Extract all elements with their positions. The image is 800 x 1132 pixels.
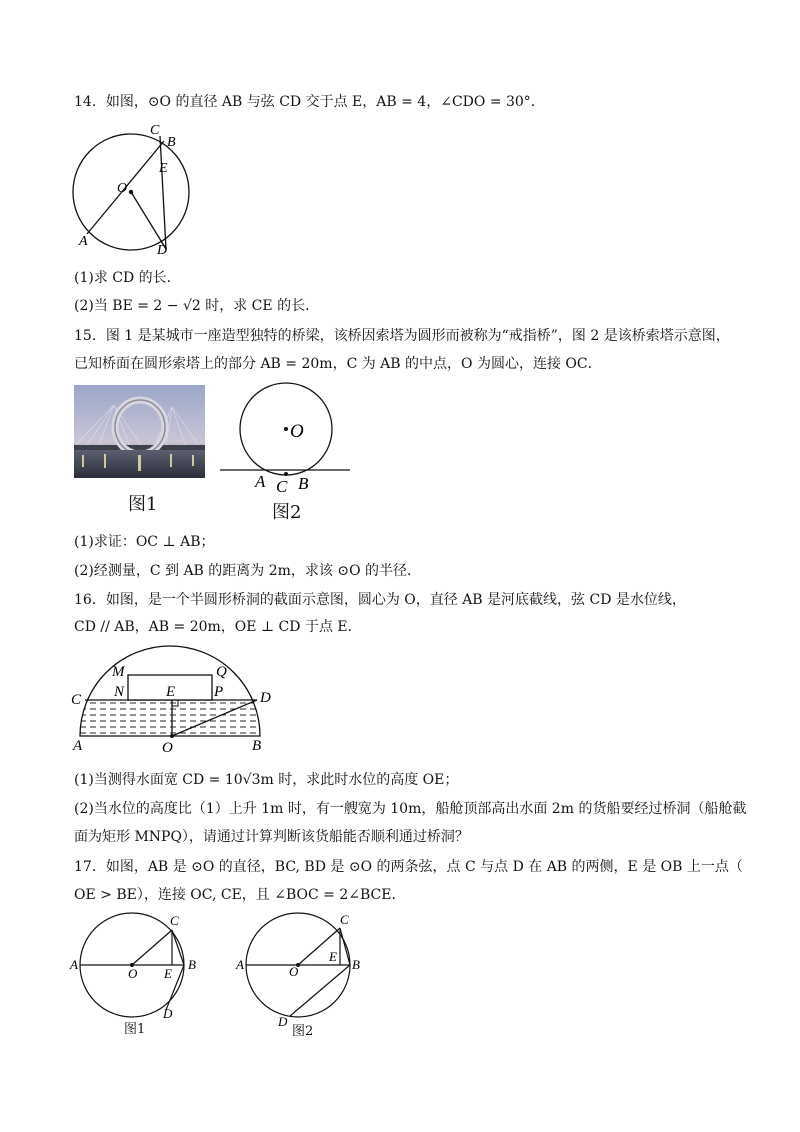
q15-fig2-caption: 图2 — [272, 502, 302, 523]
q17-fig1 — [68, 910, 208, 1020]
q17-fig1-label-D: D — [163, 1006, 173, 1021]
q15-circle-figure — [210, 380, 360, 500]
q16-label-C: C — [71, 692, 82, 708]
q14-label-A: A — [79, 234, 88, 249]
q15-label-C: C — [276, 477, 288, 496]
q17-fig2-label-O: O — [289, 964, 299, 979]
q14-label-C: C — [150, 123, 160, 138]
q14-stem: 14．如图，⊙O 的直径 AB 与弦 CD 交于点 E，AB = 4，∠CDO = 30°． — [74, 94, 545, 110]
q16-label-M: M — [112, 664, 125, 680]
q17-fig2-label-A: A — [236, 957, 244, 972]
q16-bridge-figure — [70, 640, 280, 760]
q17-fig2-label-D: D — [278, 1014, 288, 1029]
q15-part2: (2)经测量，C 到 AB 的距离为 2m，求该 ⊙O 的半径． — [74, 563, 422, 579]
q15-part1: (1)求证：OC ⊥ AB； — [74, 534, 215, 550]
q14-label-E: E — [159, 161, 168, 176]
q16-label-E: E — [166, 684, 176, 700]
q16-part2-line2: 面为矩形 MNPQ），请通过计算判断该货船能否顺利通过桥洞？ — [74, 829, 469, 845]
q17-fig1-label-C: C — [170, 913, 179, 928]
q16-label-N: N — [114, 684, 125, 700]
q14-part2: (2)当 BE = 2 − √2 时，求 CE 的长． — [74, 298, 320, 314]
q16-label-P: P — [214, 684, 224, 700]
q16-stem-line2: CD // AB，AB = 20m，OE ⊥ CD 于点 E． — [74, 619, 362, 635]
q16-part1: (1)当测得水面宽 CD = 10√3m 时，求此时水位的高度 OE； — [74, 772, 459, 788]
q14-label-O: O — [117, 181, 128, 196]
q15-label-O: O — [290, 421, 304, 442]
q16-label-B: B — [252, 738, 262, 754]
q14-label-B: B — [167, 135, 176, 150]
q17-fig2-label-B: B — [352, 957, 360, 972]
q16-label-A: A — [73, 738, 83, 754]
q17-fig2-label-C: C — [340, 912, 349, 927]
q15-stem-line2: 已知桥面在圆形索塔上的部分 AB = 20m，C 为 AB 的中点，O 为圆心，连接 OC． — [74, 356, 602, 372]
q17-fig1-label-A: A — [70, 957, 78, 972]
q14-label-D: D — [157, 243, 168, 258]
q17-fig1-caption: 图1 — [124, 1022, 146, 1037]
q14-circle-figure — [60, 120, 220, 260]
q17-fig1-label-O: O — [128, 966, 138, 981]
q17-fig2-label-E: E — [329, 949, 337, 964]
q17-fig1-label-E: E — [164, 966, 172, 981]
q16-stem-line1: 16．如图，是一个半圆形桥洞的截面示意图，圆心为 O，直径 AB 是河底截线，弦 CD 是水位线， — [74, 592, 686, 608]
q15-label-B: B — [298, 474, 309, 493]
q16-label-D: D — [260, 690, 271, 706]
q17-stem-line2: OE > BE），连接 OC, CE，且 ∠BOC = 2∠BCE． — [74, 887, 406, 903]
q16-label-Q: Q — [216, 664, 227, 680]
q17-stem-line1: 17．如图，AB 是 ⊙O 的直径，BC, BD 是 ⊙O 的两条弦，点 C 与点 D 在 AB 的两侧，E 是 OB 上一点（ — [74, 859, 743, 875]
q16-label-O: O — [162, 740, 173, 756]
q17-fig2-caption: 图2 — [292, 1024, 314, 1039]
ring-bridge-photo — [74, 385, 205, 478]
q14-part1: (1)求 CD 的长． — [74, 270, 181, 286]
q15-fig1-caption: 图1 — [128, 494, 158, 515]
q15-stem-line1: 15．图 1 是某城市一座造型独特的桥梁，该桥因索塔为圆形而被称为“戒指桥”，图 2 是该桥索塔示意图， — [74, 328, 730, 344]
q16-part2-line1: (2)当水位的高度比（1）上升 1m 时，有一艘宽为 10m，船舱顶部高出水面 2m 的货船要经过桥洞（船舱截 — [74, 801, 747, 817]
q17-fig1-label-B: B — [188, 957, 196, 972]
q17-fig2 — [232, 910, 372, 1029]
q15-label-A: A — [255, 472, 266, 491]
